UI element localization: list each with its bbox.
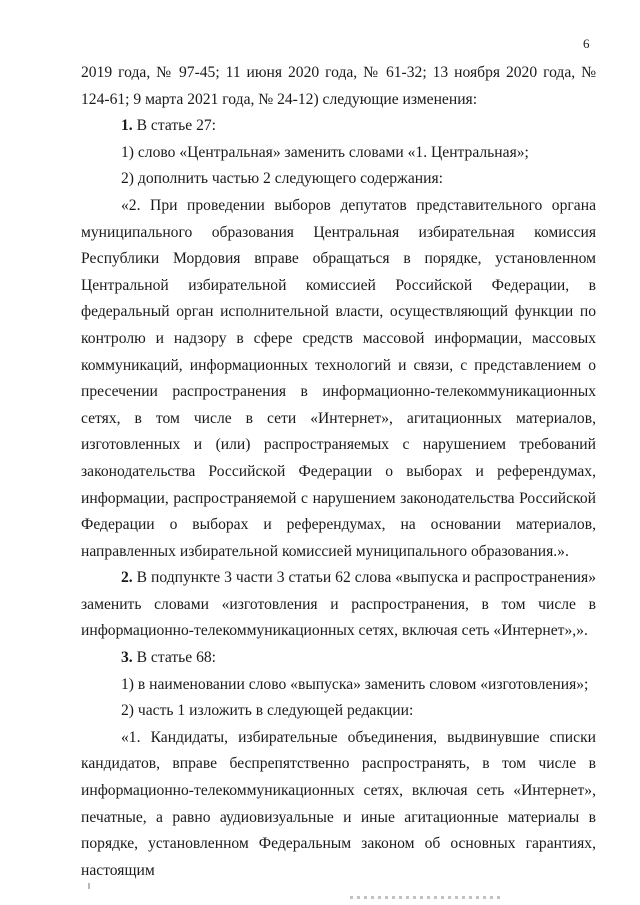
scan-artefact	[350, 896, 500, 899]
item-number-3: 3.	[121, 649, 133, 667]
item-text-3: В статье 68:	[132, 649, 217, 667]
item-text-2: В подпункте 3 части 3 статьи 62 слова «выпуска и распространения» заменить словами «изготовления и распространения, в том числе в информационно-телекоммуникационных сетях, включая сеть «Интернет»,».	[81, 569, 596, 640]
article-27-subitem-2: 2) дополнить частью 2 следующего содержания:	[121, 170, 443, 188]
intro-paragraph: 2019 года, № 97-45; 11 июня 2020 года, № 61-32; 13 ноября 2020 года, № 124-61; 9 марта 2021 года, № 24-12) следующие изменения:	[81, 64, 596, 108]
page-number: 6	[583, 36, 590, 51]
item-number-2: 2.	[121, 569, 133, 587]
item-number-1: 1.	[121, 117, 133, 135]
article-68-subitem-1: 1) в наименовании слово «выпуска» заменить словом «изготовления»;	[121, 675, 589, 693]
scan-mark	[88, 883, 90, 889]
article-68-subitem-2: 2) часть 1 изложить в следующей редакции:	[121, 702, 414, 720]
item-text-1: В статье 27:	[132, 117, 217, 135]
quoted-part-1: «1. Кандидаты, избирательные объединения, выдвинувшие списки кандидатов, вправе беспрепятственно распространять, в том числе в информационно-телекоммуникационных сетях, включая сеть «Интернет», печатные, а равно аудиовизуальные и иные агитационные материалы в порядке, установленном Федеральным законом об основных гарантиях, настоящим	[81, 728, 596, 879]
item-2-paragraph	[81, 565, 596, 645]
article-27-subitem-1: 1) слово «Центральная» заменить словами «1. Центральная»;	[121, 143, 529, 161]
quoted-part-2: «2. При проведении выборов депутатов представительного органа муниципального образования Центральная избирательная комиссия Республики Мордовия вправе обращаться в порядке, установленном Центральной избирательной комиссией Российской Федерации, в федеральный орган исполнительной власти, осуществляющий функции по контролю и надзору в сфере средств массовой информации, массовых коммуникаций, информационных технологий и связи, с представлением о пресечении распространения в информационно-телекоммуникационных сетях, в том числе в сети «Интернет», агитационных материалов, изготовленных и (или) распространяемых с нарушением требований законодательства Российской Федерации о выборах и референдумах, информации, распространяемой с нарушением законодательства Российской Федерации о выборах и референдумах, на основании материалов, направленных избирательной комиссией муниципального образования.».	[81, 196, 596, 560]
article-27-heading	[81, 113, 596, 140]
article-68-heading	[81, 645, 596, 672]
document-body	[81, 60, 596, 884]
